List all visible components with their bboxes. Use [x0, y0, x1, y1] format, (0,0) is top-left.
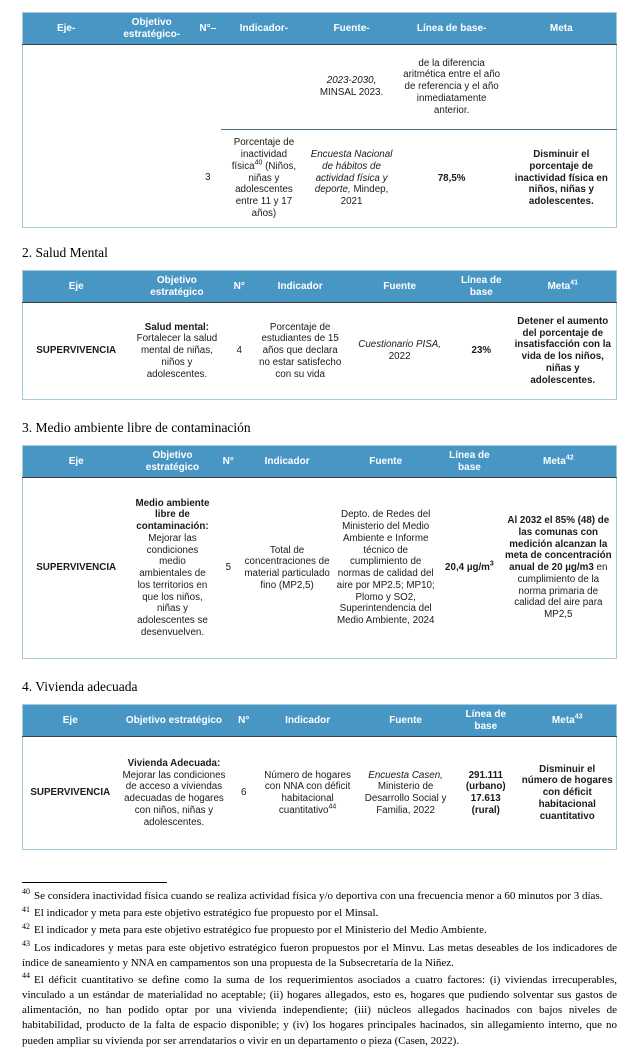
header-cell-meta: Meta$^{42}$ [501, 446, 617, 478]
footnote-ref-43: 43 [574, 713, 583, 721]
indicador-tail: (Niños, niñas y adolescentes entre 11 y 17 años) [235, 160, 297, 219]
objetivo-title: Vivienda Adecuada: [127, 757, 221, 769]
cell-meta: Disminuir el número de hogares con déficit habitacional cuantitativo [521, 763, 613, 822]
cell-meta: Disminuir el porcentaje de inactividad física en niños, niñas y adolescentes. [507, 130, 617, 228]
cell-linea-base: de la diferencia aritmética entre el año de referencia y el año inmediatamente anterior. [403, 57, 501, 116]
objetivo-text: Mejorar las condiciones de acceso a viviendas adecuadas de hogares con niños, niñas y adolescentes. [122, 769, 226, 828]
section-heading-medio-ambiente: 3. Medio ambiente libre de contaminación [22, 420, 251, 435]
fuente-regular-part: 2022 [388, 351, 411, 362]
fuente-regular-part: Ministerio de Desarrollo Social y Familia, 2022 [364, 781, 447, 816]
header-cell-eje: Eje [23, 705, 118, 737]
footnote-item [22, 938, 617, 971]
indicators-table-salud-mental [22, 270, 617, 400]
footnote-divider [22, 882, 167, 883]
cell-indicador [257, 737, 358, 850]
indicators-table-vivienda [22, 704, 617, 850]
header-cell-meta: Meta [507, 13, 617, 45]
header-cell-numero: N°– [194, 13, 221, 45]
header-cell-fuente: Fuente [346, 271, 453, 303]
meta-bold-part: Al 2032 el 85% (48) de las comunas con medición alcanzan la meta de concentración anual de 20 µg/m3 [504, 515, 612, 574]
header-cell-objetivo: Objetivo estratégico [129, 446, 215, 478]
cell-meta: Detener el aumento del porcentaje de insatisfacción con la vida de los niños, niñas y adolescentes. [514, 315, 611, 386]
header-cell-indicador: Indicador- [221, 13, 306, 45]
footnote-number: 41 [22, 904, 30, 914]
table-row-continuation [23, 45, 617, 130]
footnote-item [22, 906, 617, 921]
header-cell-eje: Eje [23, 446, 130, 478]
footnote-ref-41: 41 [570, 279, 579, 287]
footnote-text: El indicador y meta para este objetivo estratégico fue propuesto por el Ministerio del Medio Ambiente. [34, 924, 487, 937]
footnote-item [22, 973, 617, 1049]
cell-meta-empty [507, 45, 617, 130]
fuente-italic-part: Cuestionario PISA, [358, 339, 442, 351]
objetivo-title: Medio ambiente libre de contaminación: [135, 497, 210, 532]
cell-eje-empty [23, 45, 110, 130]
cell-eje: SUPERVIVENCIA [36, 345, 117, 357]
fuente-regular-part: Mindep, 2021 [340, 184, 389, 208]
header-cell-objetivo: Objetivo estratégico- [109, 13, 194, 45]
header-cell-linea-base: Línea de base [438, 446, 500, 478]
header-cell-fuente: Fuente- [306, 13, 396, 45]
footnote-item [22, 923, 617, 938]
footnotes-section [22, 882, 617, 1049]
cell-numero: 3 [205, 172, 211, 184]
fuente-italic-part: 2023-2030, [326, 75, 377, 87]
objetivo-title: Salud mental: [144, 321, 210, 333]
cell-objetivo-empty [109, 130, 194, 228]
objetivo-text: Mejorar las condiciones medio ambientales de los territorios en que los niños, niñas y adolescentes se desenvuelven. [137, 532, 208, 638]
cell-indicador [221, 130, 306, 228]
table-header-row [23, 705, 617, 737]
table-header-row [23, 13, 617, 45]
cell-linea-base: 78,5% [397, 130, 507, 228]
cell-fuente [306, 130, 396, 228]
header-cell-numero: N° [230, 705, 257, 737]
footnote-text: El déficit cuantitativo se define como la suma de los requerimientos asociados a cuatro factores: (i) viviendas irrecuperables, vinculado a un estándar de materialidad no aceptable; (ii) hogares allegados, esto es, hogares que pudiendo solventar sus gastos de alimentación, no han podido optar por una vivienda independiente; (iii) núcleos allegados hacinados con bajos niveles de habitabilidad, producto de la falta de espacio disponible; y (iv) los hogares principales hacinados, sin allegamiento interno, que no pueden ampliar su vivienda por ser arrendatarios o vivir en un departamento o pieza (Casen, 2022). [22, 973, 617, 1047]
header-cell-eje: Eje [23, 271, 130, 303]
cell-meta [501, 478, 617, 659]
header-cell-meta: Meta$^{41}$ [510, 271, 617, 303]
indicators-table-continuation [22, 12, 617, 228]
header-cell-linea-base: Línea de base [453, 705, 518, 737]
header-cell-linea-base: Línea de base- [397, 13, 507, 45]
cell-fuente [306, 45, 396, 130]
footnote-number: 42 [22, 921, 30, 931]
cell-objetivo [129, 303, 224, 400]
cell-fuente [358, 737, 453, 850]
fuente-italic-part: Encuesta Nacional de hábitos de actividad física y deporte, [310, 149, 393, 196]
cell-linea-base [438, 478, 500, 659]
footnote-text: Los indicadores y metas para este objetivo estratégico fueron propuestos por el Minvu. Las metas deseables de los indicadores de índice de saneamiento y NNA en campamentos son una propuesta de la Subsecretaría de la Niñez. [22, 941, 617, 969]
cell-objetivo-empty [109, 45, 194, 130]
section-heading-vivienda: 4. Vivienda adecuada [22, 679, 138, 694]
footnote-text: Se considera inactividad física cuando se realiza actividad física y/o deportiva con una frecuencia menor a 60 minutos por 3 días. [34, 890, 603, 902]
header-cell-eje: Eje- [23, 13, 110, 45]
footnote-text: El indicador y meta para este objetivo estratégico fue propuesto por el Minsal. [34, 907, 379, 920]
cell-eje: SUPERVIVENCIA [30, 787, 111, 799]
objetivo-text: Fortalecer la salud mental de niñas, niños y adolescentes. [136, 333, 218, 380]
footnote-ref-40: 40 [254, 159, 263, 167]
fuente-italic-part: Encuesta Casen, [368, 769, 443, 781]
indicador-text: Porcentaje de inactividad física [231, 137, 295, 172]
footnote-item [22, 889, 617, 904]
footnote-number: 43 [22, 938, 30, 948]
header-cell-fuente: Fuente [333, 446, 438, 478]
indicators-table-medio-ambiente [22, 445, 617, 659]
cell-indicador: Porcentaje de estudiantes de 15 años que declara no estar satisfecho con su vida [259, 321, 342, 380]
header-cell-indicador: Indicador [254, 271, 346, 303]
meta-regular-part: en cumplimiento de la norma primaria de calidad del aire para MP2,5 [514, 562, 608, 621]
linea-base-value: 20,4 $\mu g/m^3$ [445, 560, 494, 574]
footnote-ref-44: 44 [328, 803, 337, 811]
cell-numero: 6 [241, 787, 247, 799]
header-cell-numero: N° [224, 271, 254, 303]
cell-indicador: Total de concentraciones de material particulado fino (MP2,5) [244, 544, 330, 591]
cell-eje: SUPERVIVENCIA [36, 562, 117, 574]
table-row-indicator-4 [23, 303, 617, 400]
header-cell-fuente: Fuente [358, 705, 453, 737]
cell-eje-empty [23, 130, 110, 228]
cell-fuente: Depto. de Redes del Ministerio del Medio Ambiente e Informe técnico de cumplimiento de normas de calidad del aire por MP2.5; MP10; Plomo y SO2, Superintendencia del Medio Ambiente, 2024 [336, 509, 435, 626]
cell-objetivo [118, 737, 231, 850]
indicador-text: Número de hogares con NNA con déficit habitacional cuantitativo [264, 769, 351, 816]
cell-linea-base: 23% [471, 345, 492, 357]
header-cell-indicador: Indicador [257, 705, 358, 737]
cell-fuente [346, 303, 453, 400]
cell-linea-base: 291.111 (urbano) 17.613 (rural) [465, 769, 506, 816]
fuente-regular-part: MINSAL 2023. [319, 87, 384, 98]
header-cell-meta: Meta$^{43}$ [518, 705, 616, 737]
table-header-row [23, 271, 617, 303]
cell-numero-empty [194, 45, 221, 130]
section-heading-salud-mental: 2. Salud Mental [22, 245, 108, 260]
table-row-indicator-6 [23, 737, 617, 850]
header-cell-objetivo: Objetivo estratégico [129, 271, 224, 303]
footnote-number: 40 [22, 887, 30, 897]
cell-numero: 5 [225, 562, 232, 574]
footnote-ref-42: 42 [565, 454, 574, 462]
table-header-row [23, 446, 617, 478]
header-cell-linea-base: Línea de base [453, 271, 509, 303]
header-cell-indicador: Indicador [241, 446, 333, 478]
table-row-indicator-3 [23, 130, 617, 228]
cell-indicador-empty [221, 45, 306, 130]
header-cell-objetivo: Objetivo estratégico [118, 705, 231, 737]
footnote-number: 44 [22, 971, 30, 981]
table-row-indicator-5 [23, 478, 617, 659]
cell-objetivo [129, 478, 215, 659]
header-cell-numero: N° [216, 446, 242, 478]
cell-numero: 4 [236, 345, 242, 357]
